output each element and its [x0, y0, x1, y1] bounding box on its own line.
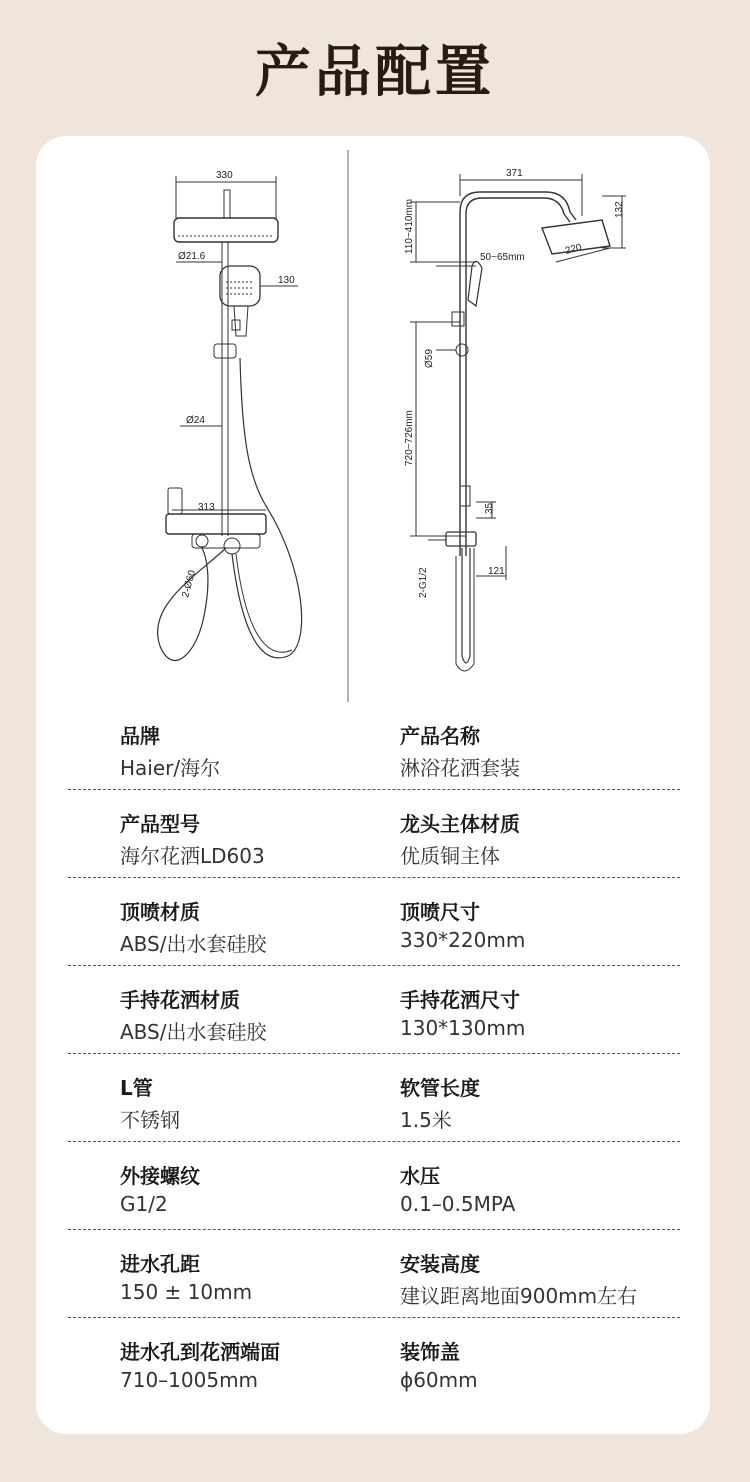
spec-row — [68, 1230, 680, 1318]
spec-row — [68, 1054, 680, 1142]
spec-value: 150 ± 10mm — [120, 1280, 253, 1304]
spec-label: 龙头主体材质 — [400, 812, 520, 836]
dimension-diagram — [36, 136, 710, 706]
spec-value: ABS/出水套硅胶 — [120, 932, 267, 956]
spec-value: 1.5米 — [400, 1108, 452, 1132]
spec-label: 顶喷尺寸 — [400, 900, 480, 924]
dim-hand-offset: 50~65mm — [480, 252, 525, 263]
spec-value: 0.1–0.5MPA — [400, 1192, 516, 1216]
spec-label: 进水孔距 — [120, 1252, 200, 1276]
page-title: 产品配置 — [255, 40, 495, 105]
spec-row — [68, 1318, 680, 1406]
spec-label: 手持花洒材质 — [120, 988, 240, 1012]
side-view-drawing — [410, 174, 626, 671]
spec-label: 软管长度 — [400, 1076, 480, 1100]
spec-value: ϕ60mm — [400, 1368, 478, 1392]
front-view-drawing — [158, 176, 302, 660]
dim-reach: 371 — [506, 168, 523, 179]
dim-valve-h: 35 — [484, 502, 495, 514]
spec-label: 手持花洒尺寸 — [400, 988, 520, 1012]
spec-label: L管 — [120, 1076, 153, 1100]
dim-slider: Ø59 — [424, 349, 435, 368]
spec-value: Haier/海尔 — [120, 756, 221, 780]
spec-label: 顶喷材质 — [120, 900, 200, 924]
spec-label: 外接螺纹 — [120, 1164, 200, 1188]
spec-label: 品牌 — [120, 724, 160, 748]
dim-head-drop: 132 — [614, 201, 625, 218]
spec-label: 安装高度 — [400, 1252, 480, 1276]
spec-label: 水压 — [400, 1164, 440, 1188]
dim-valve-depth: 121 — [488, 566, 505, 577]
spec-value: 海尔花洒LD603 — [120, 844, 265, 868]
dim-top-width: 330 — [216, 170, 233, 181]
dim-thread: 2-G1/2 — [418, 567, 429, 598]
spec-value: G1/2 — [120, 1192, 168, 1216]
spec-label: 装饰盖 — [400, 1340, 460, 1364]
spec-value: 淋浴花洒套装 — [400, 756, 520, 780]
spec-label: 产品名称 — [400, 724, 480, 748]
dim-pipe-small: Ø21.6 — [178, 251, 206, 262]
spec-row — [68, 1142, 680, 1230]
dim-pipe-big: Ø24 — [186, 415, 205, 426]
spec-row — [68, 966, 680, 1054]
spec-row — [68, 702, 680, 790]
spec-label: 进水孔到花洒端面 — [120, 1340, 280, 1364]
dim-head-len: 220 — [564, 242, 583, 257]
spec-value: 130*130mm — [400, 1016, 526, 1040]
spec-label: 产品型号 — [120, 812, 200, 836]
dim-mixer-width: 313 — [198, 502, 215, 513]
dim-cover: 2-Ø60 — [180, 569, 199, 599]
spec-value: 优质铜主体 — [400, 844, 500, 868]
spec-row — [68, 790, 680, 878]
spec-card — [36, 136, 710, 1434]
spec-row — [68, 878, 680, 966]
spec-value: 330*220mm — [400, 928, 526, 952]
dim-main-height: 720~726mm — [404, 410, 415, 466]
spec-value: 建议距离地面900mm左右 — [400, 1284, 638, 1308]
spec-value: 710–1005mm — [120, 1368, 259, 1392]
spec-value: ABS/出水套硅胶 — [120, 1020, 267, 1044]
spec-value: 不锈钢 — [120, 1108, 180, 1132]
dim-upper-height: 110~410mm — [404, 198, 415, 254]
dim-hand-head: 130 — [278, 275, 295, 286]
